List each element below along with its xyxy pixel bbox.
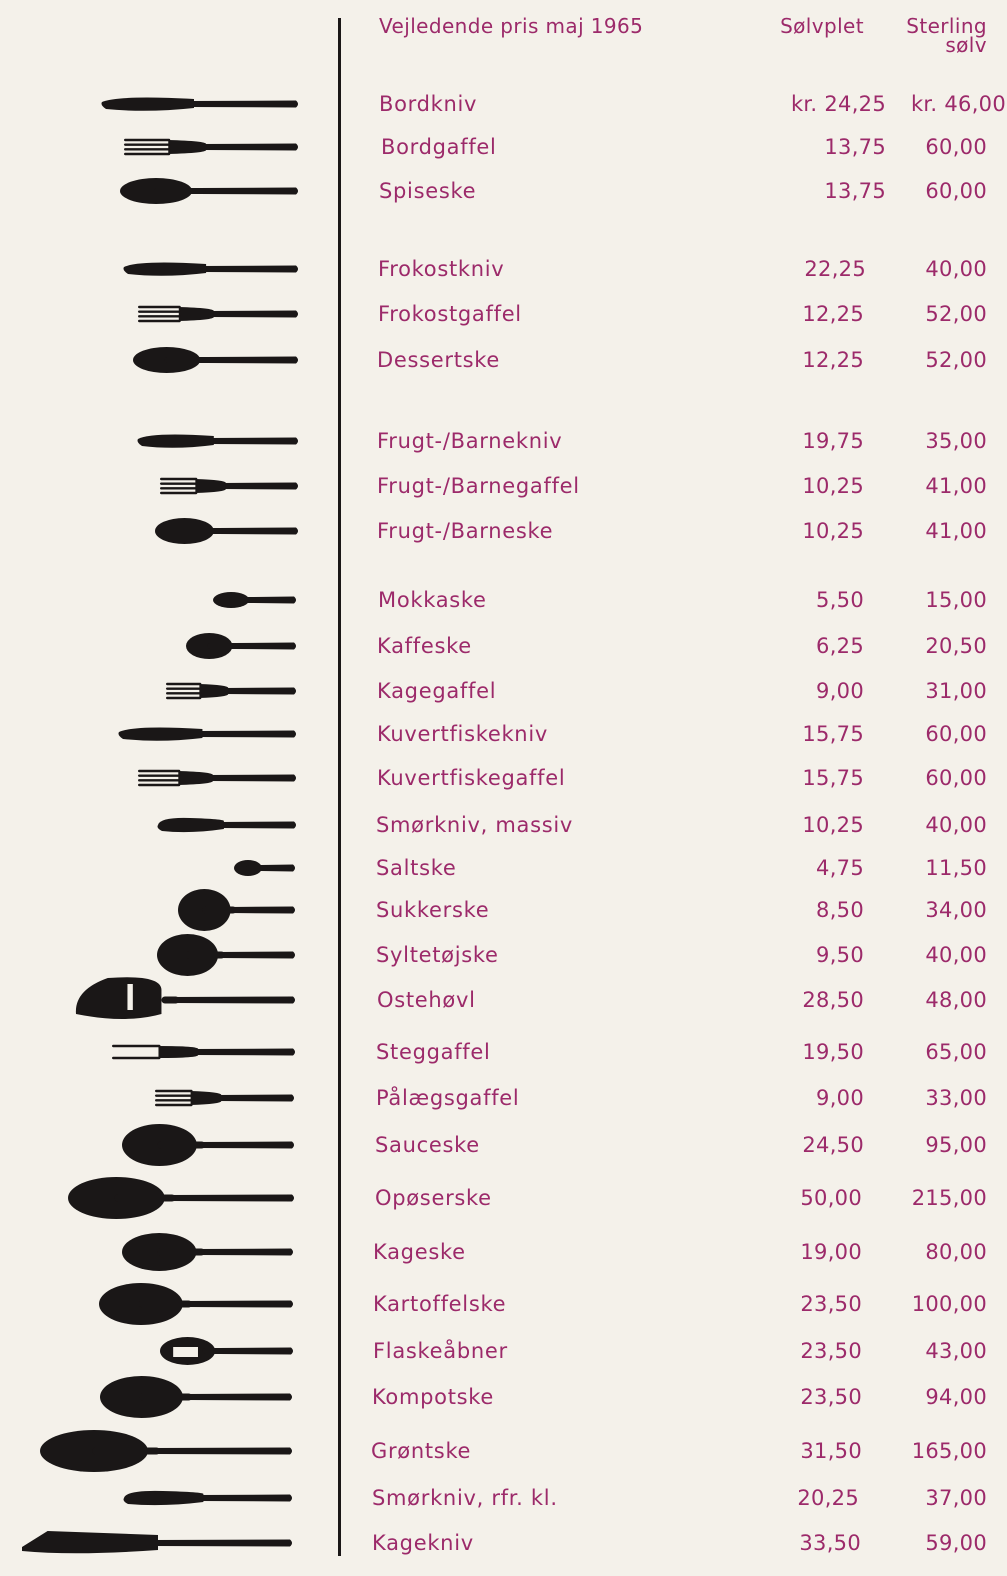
price-row <box>0 179 1007 209</box>
knife-icon <box>136 427 300 455</box>
price-solvplet: 10,25 <box>802 474 864 498</box>
price-row <box>0 1486 1007 1516</box>
price-solvplet: 10,25 <box>802 519 864 543</box>
item-name: Sauceske <box>375 1133 480 1157</box>
price-solvplet: 50,00 <box>800 1186 862 1210</box>
item-name: Smørkniv, massiv <box>376 813 574 837</box>
price-sterling: 215,00 <box>911 1186 987 1210</box>
price-solvplet: 9,00 <box>816 1086 864 1110</box>
spoon-icon <box>153 517 300 545</box>
spoon-icon <box>211 591 298 609</box>
item-name: Spiseske <box>379 179 477 203</box>
price-list-title: Vejledende pris maj 1965 <box>379 14 644 38</box>
fork-icon <box>136 764 298 792</box>
price-solvplet: 19,50 <box>802 1040 864 1064</box>
item-name: Frokostgaffel <box>378 302 522 326</box>
item-name: Kagegaffel <box>377 679 497 703</box>
price-row <box>0 92 1007 122</box>
price-sterling: 94,00 <box>925 1385 987 1409</box>
item-name: Kartoffelske <box>373 1292 507 1316</box>
price-sterling: 60,00 <box>925 135 987 159</box>
price-sterling: 60,00 <box>925 722 987 746</box>
price-sterling: 34,00 <box>925 898 987 922</box>
price-solvplet: 33,50 <box>799 1531 861 1555</box>
price-row <box>0 429 1007 459</box>
spoon-icon <box>232 859 297 877</box>
price-row <box>0 1292 1007 1322</box>
price-sterling: 60,00 <box>925 766 987 790</box>
item-name: Smørkniv, rfr. kl. <box>372 1486 558 1510</box>
column-header-sterling-line1: Sterling <box>906 14 987 38</box>
item-name: Bordkniv <box>379 92 478 116</box>
butter-knife-icon <box>156 811 298 839</box>
item-name: Ostehøvl <box>377 988 476 1012</box>
price-solvplet: 23,50 <box>800 1385 862 1409</box>
price-solvplet: 31,50 <box>800 1439 862 1463</box>
price-solvplet: 4,75 <box>816 856 864 880</box>
fork-icon <box>153 1084 296 1112</box>
price-row <box>0 1133 1007 1163</box>
price-row <box>0 722 1007 752</box>
fork-icon <box>164 677 298 705</box>
price-row <box>0 634 1007 664</box>
price-solvplet: 19,75 <box>802 429 864 453</box>
item-name: Kuvertfiskegaffel <box>377 766 566 790</box>
price-row <box>0 943 1007 973</box>
item-name: Sukkerske <box>376 898 490 922</box>
cake-server-icon <box>120 1232 295 1272</box>
carving-fork-icon <box>110 1038 297 1066</box>
price-solvplet: 9,00 <box>816 679 864 703</box>
ladle-icon <box>38 1429 294 1473</box>
ladle-icon <box>98 1375 294 1419</box>
item-name: Opøserske <box>375 1186 492 1210</box>
cheese-slicer-icon <box>72 975 297 1025</box>
price-row <box>0 1439 1007 1469</box>
price-row <box>0 1186 1007 1216</box>
price-sterling: 33,00 <box>925 1086 987 1110</box>
price-sterling: 48,00 <box>925 988 987 1012</box>
item-name: Saltske <box>376 856 457 880</box>
price-solvplet: 15,75 <box>802 722 864 746</box>
cake-knife-icon <box>20 1529 294 1557</box>
item-name: Bordgaffel <box>381 135 497 159</box>
price-solvplet: 13,75 <box>824 179 886 203</box>
price-solvplet: 6,25 <box>816 634 864 658</box>
price-row <box>0 679 1007 709</box>
price-sterling: 11,50 <box>925 856 987 880</box>
price-row <box>0 1040 1007 1070</box>
price-row <box>0 988 1007 1018</box>
ladle-icon <box>97 1282 295 1326</box>
price-row <box>0 135 1007 165</box>
price-sterling: 80,00 <box>925 1240 987 1264</box>
price-sterling: 165,00 <box>911 1439 987 1463</box>
item-name: Pålægsgaffel <box>376 1086 520 1110</box>
price-sterling: 20,50 <box>925 634 987 658</box>
butter-knife-icon <box>122 1484 294 1512</box>
price-row <box>0 1385 1007 1415</box>
ladle-icon <box>120 1123 296 1167</box>
knife-icon <box>100 90 300 118</box>
item-name: Frugt-/Barnekniv <box>377 429 563 453</box>
price-solvplet: 23,50 <box>800 1339 862 1363</box>
price-sterling: 35,00 <box>925 429 987 453</box>
price-sterling: 52,00 <box>925 348 987 372</box>
price-row <box>0 1240 1007 1270</box>
item-name: Frugt-/Barnegaffel <box>377 474 580 498</box>
price-row <box>0 302 1007 332</box>
price-solvplet: 9,50 <box>816 943 864 967</box>
price-solvplet: 13,75 <box>824 135 886 159</box>
column-header-solvplet: Sølvplet <box>780 14 864 38</box>
price-sterling: 59,00 <box>925 1531 987 1555</box>
price-sterling: 100,00 <box>911 1292 987 1316</box>
item-name: Flaskeåbner <box>373 1339 508 1363</box>
price-solvplet: 20,25 <box>797 1486 859 1510</box>
price-sterling: 95,00 <box>925 1133 987 1157</box>
price-row <box>0 898 1007 928</box>
item-name: Frokostkniv <box>378 257 505 281</box>
bottle-opener-icon <box>158 1336 295 1366</box>
price-row <box>0 856 1007 886</box>
item-name: Frugt-/Barneske <box>377 519 554 543</box>
price-row <box>0 766 1007 796</box>
price-sterling: 40,00 <box>925 257 987 281</box>
price-solvplet: 23,50 <box>800 1292 862 1316</box>
price-solvplet: 22,25 <box>804 257 866 281</box>
price-solvplet: 12,25 <box>802 302 864 326</box>
price-solvplet: 24,50 <box>802 1133 864 1157</box>
price-solvplet: 19,00 <box>800 1240 862 1264</box>
price-sterling: 40,00 <box>925 943 987 967</box>
item-name: Grøntske <box>371 1439 472 1463</box>
price-row <box>0 519 1007 549</box>
price-solvplet: 8,50 <box>816 898 864 922</box>
price-sterling: 65,00 <box>925 1040 987 1064</box>
item-name: Kagekniv <box>372 1531 474 1555</box>
price-row <box>0 588 1007 618</box>
price-solvplet: kr. 24,25 <box>790 92 886 116</box>
knife-icon <box>122 255 300 283</box>
price-solvplet: 12,25 <box>802 348 864 372</box>
price-solvplet: 28,50 <box>802 988 864 1012</box>
price-sterling: 31,00 <box>925 679 987 703</box>
price-solvplet: 15,75 <box>802 766 864 790</box>
fish-knife-icon <box>117 720 298 748</box>
spoon-icon <box>131 346 300 374</box>
price-solvplet: 5,50 <box>816 588 864 612</box>
spoon-icon <box>118 177 300 205</box>
price-sterling: 43,00 <box>925 1339 987 1363</box>
item-name: Dessertske <box>377 348 501 372</box>
price-row <box>0 1339 1007 1369</box>
price-sterling: 52,00 <box>925 302 987 326</box>
price-sterling: 40,00 <box>925 813 987 837</box>
ladle-icon <box>155 933 297 977</box>
fork-icon <box>122 133 300 161</box>
price-sterling: 41,00 <box>925 519 987 543</box>
price-solvplet: 10,25 <box>802 813 864 837</box>
column-header-sterling <box>880 14 987 57</box>
price-sterling: 60,00 <box>925 179 987 203</box>
fork-icon <box>136 300 300 328</box>
item-name: Kaffeske <box>377 634 472 658</box>
price-sterling: 15,00 <box>925 588 987 612</box>
price-row <box>0 813 1007 843</box>
price-row <box>0 1531 1007 1561</box>
spoon-icon <box>184 632 298 660</box>
price-row <box>0 257 1007 287</box>
item-name: Mokkaske <box>378 588 487 612</box>
price-row <box>0 474 1007 504</box>
price-sterling: 41,00 <box>925 474 987 498</box>
ladle-icon <box>66 1176 296 1220</box>
column-header-sterling-line2: sølv <box>945 33 987 57</box>
price-sterling: kr. 46,00 <box>910 92 1006 116</box>
fork-icon <box>158 472 300 500</box>
item-name: Kuvertfiskekniv <box>377 722 548 746</box>
item-name: Syltetøjske <box>376 943 499 967</box>
item-name: Kompotske <box>372 1385 495 1409</box>
ladle-icon <box>176 888 297 932</box>
item-name: Kageske <box>373 1240 466 1264</box>
price-row <box>0 1086 1007 1116</box>
price-sterling: 37,00 <box>925 1486 987 1510</box>
price-row <box>0 348 1007 378</box>
item-name: Steggaffel <box>376 1040 491 1064</box>
